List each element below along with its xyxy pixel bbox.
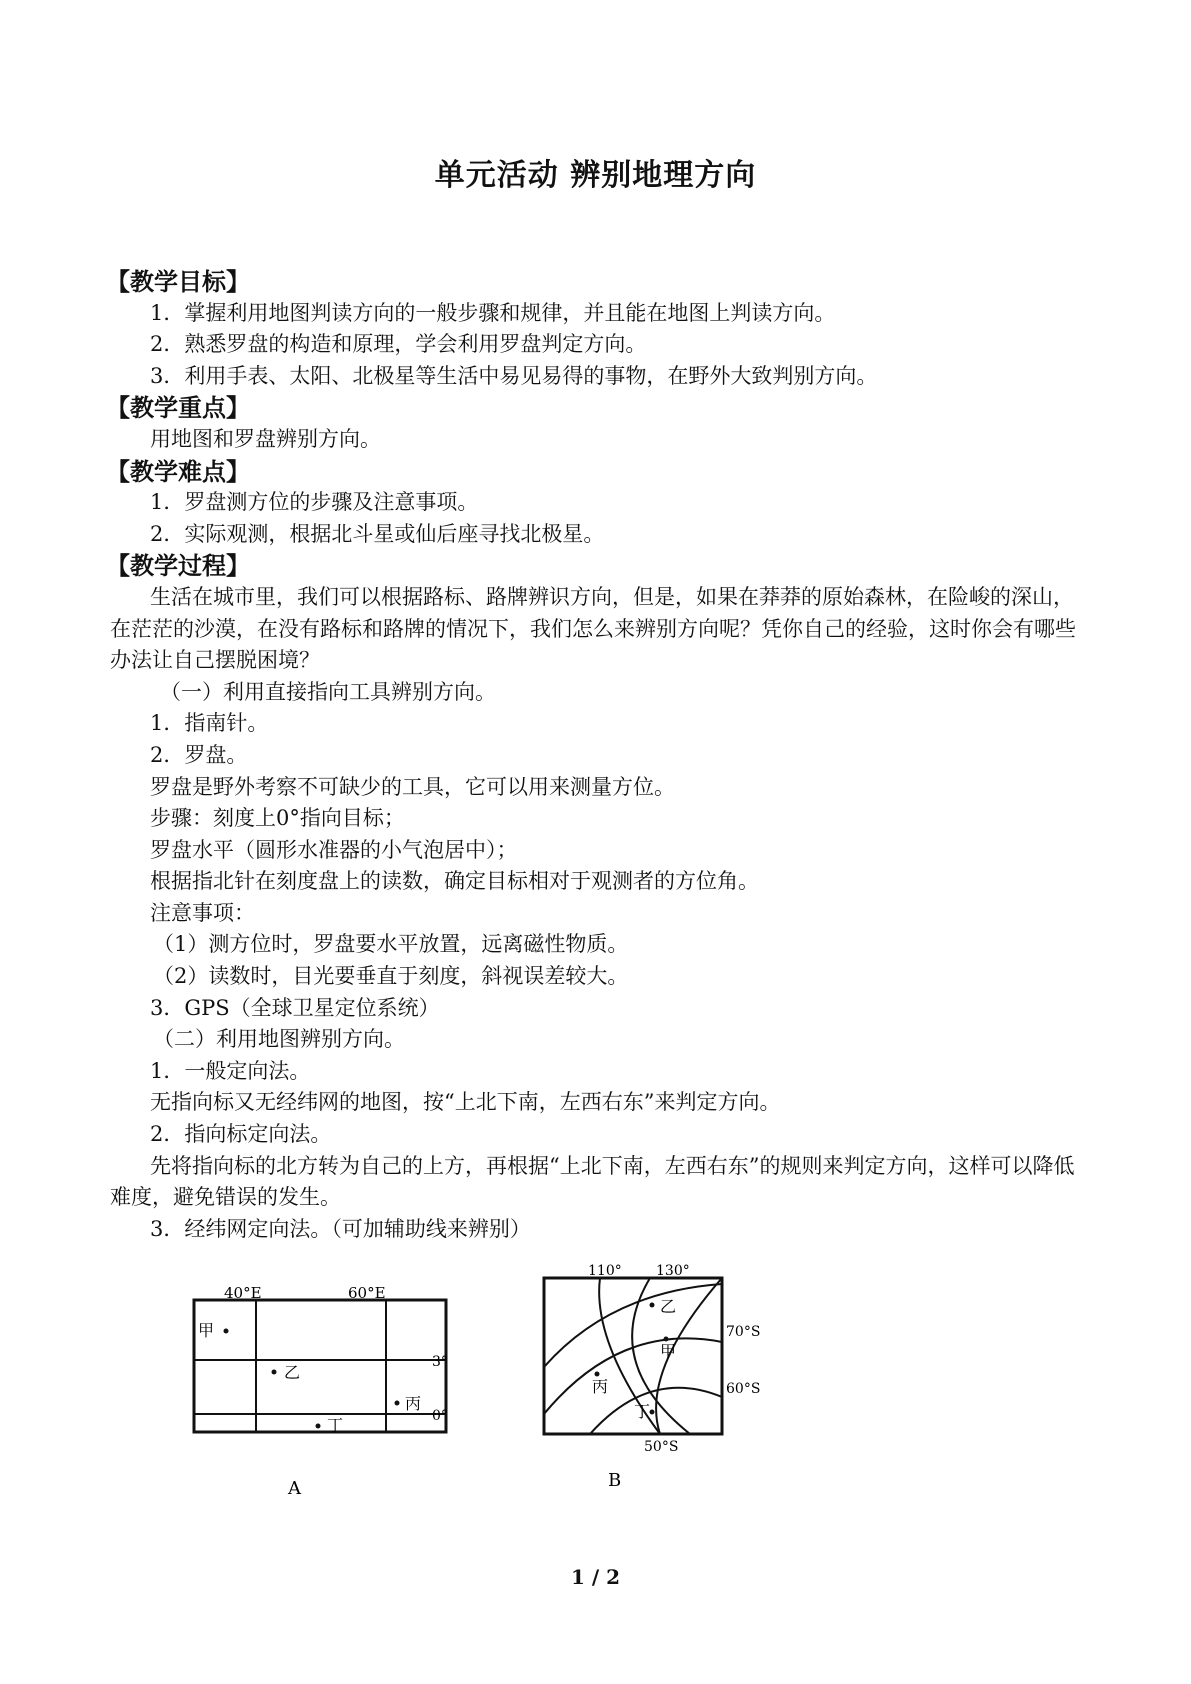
figure-b-map [540, 1262, 780, 1512]
figure-a-point-label: 乙 [284, 1363, 301, 1382]
figure-b-point-dot [595, 1372, 600, 1377]
note-item: （2）读数时，目光要垂直于刻度，斜视误差较大。 [153, 964, 629, 989]
figure-a-point-label: 甲 [198, 1321, 215, 1340]
grid-method-item: 3．经纬网定向法。（可加辅助线来辨别） [150, 1216, 531, 1241]
page-number: 1 / 2 [570, 1565, 621, 1589]
note-item: （1）测方位时，罗盘要水平放置，远离磁性物质。 [153, 932, 629, 957]
figure-b-point-dot [650, 1410, 655, 1415]
document-body [106, 266, 1080, 1245]
figure-b-caption: B [608, 1470, 622, 1491]
figure-a-point-dot [272, 1370, 277, 1375]
figure-a-point-dot [316, 1424, 321, 1429]
figure-b-point-label: 丁 [634, 1402, 651, 1421]
general-method-item: 1．一般定向法。 [150, 1058, 311, 1083]
figure-a-map [190, 1262, 470, 1512]
figure-a-point-dot [224, 1329, 229, 1334]
key-points-heading: 【教学重点】 [106, 393, 250, 423]
objective-item: 2．熟悉罗盘的构造和原理，学会利用罗盘判定方向。 [150, 332, 647, 357]
figure-a-point-label: 丙 [405, 1394, 422, 1413]
difficulties-heading: 【教学难点】 [106, 456, 250, 486]
objectives-heading: 【教学目标】 [106, 267, 250, 296]
figure-b-lat-label: 70°S [726, 1324, 761, 1340]
figure-a-lon-label: 40°E [224, 1284, 262, 1302]
process-intro-paragraph: 生活在城市里，我们可以根据路标、路牌辨识方向，但是，如果在莽莽的原始森林，在险峻的深山，在茫茫的沙漠，在没有路标和路牌的情况下，我们怎么来辨别方向呢？凭你自己的经验，这时你会有哪些办法让自己摆脱困境？ [110, 584, 1076, 673]
notes-label: 注意事项： [150, 900, 255, 925]
figure-a-lat-label: 0° [432, 1408, 448, 1424]
part2-title: （二）利用地图辨别方向。 [153, 1027, 405, 1052]
figure-b-point-dot [650, 1303, 655, 1308]
process-heading: 【教学过程】 [106, 551, 250, 581]
figure-a-point-dot [395, 1401, 400, 1406]
figure-b-point-label: 甲 [660, 1342, 677, 1361]
figure-b-frame [544, 1278, 722, 1434]
luopan-step: 罗盘水平（圆形水准器的小气泡居中）； [150, 837, 518, 862]
compass-item: 1．指南针。 [150, 711, 269, 736]
luopan-step: 根据指北针在刻度盘上的读数，确定目标相对于观测者的方位角。 [150, 869, 759, 894]
luopan-step: 步骤：刻度上0°指向目标； [150, 806, 405, 831]
figures-area [0, 1262, 1191, 1512]
part1-title: （一）利用直接指向工具辨别方向。 [160, 679, 496, 704]
objective-item: 1．掌握利用地图判读方向的一般步骤和规律，并且能在地图上判读方向。 [150, 300, 836, 325]
figure-b-lon-label: 110° [588, 1263, 622, 1279]
figure-a-caption: A [288, 1478, 301, 1499]
luopan-item: 2．罗盘。 [150, 742, 248, 767]
gps-item: 3．GPS（全球卫星定位系统） [150, 995, 440, 1020]
figure-b-lat-label: 60°S [726, 1381, 761, 1397]
difficulty-item: 1．罗盘测方位的步骤及注意事项。 [150, 490, 479, 515]
figure-b-lat-label: 50°S [644, 1439, 679, 1455]
figure-a-point-label: 丁 [327, 1416, 344, 1435]
arrow-method-description: 先将指向标的北方转为自己的上方，再根据“上北下南，左西右东”的规则来判定方向，这样可以降低难度，避免错误的发生。 [110, 1153, 1075, 1210]
figure-b-lon-label: 130° [656, 1263, 690, 1279]
key-points-text: 用地图和罗盘辨别方向。 [150, 426, 381, 451]
figure-b-point-dot [664, 1337, 669, 1342]
figure-a-lat-label: 3° [432, 1354, 448, 1370]
general-method-description: 无指向标又无经纬网的地图，按“上北下南，左西右东”来判定方向。 [150, 1090, 781, 1115]
objective-item: 3．利用手表、太阳、北极星等生活中易见易得的事物，在野外大致判别方向。 [150, 363, 878, 388]
page-title: 单元活动 辨别地理方向 [434, 158, 757, 193]
figure-b-point-label: 丙 [592, 1377, 609, 1396]
luopan-description: 罗盘是野外考察不可缺少的工具，它可以用来测量方位。 [150, 774, 675, 799]
arrow-method-item: 2．指向标定向法。 [150, 1122, 332, 1147]
figure-a-lon-label: 60°E [348, 1284, 386, 1302]
difficulty-item: 2．实际观测，根据北斗星或仙后座寻找北极星。 [150, 521, 605, 546]
figure-b-point-label: 乙 [660, 1297, 677, 1316]
